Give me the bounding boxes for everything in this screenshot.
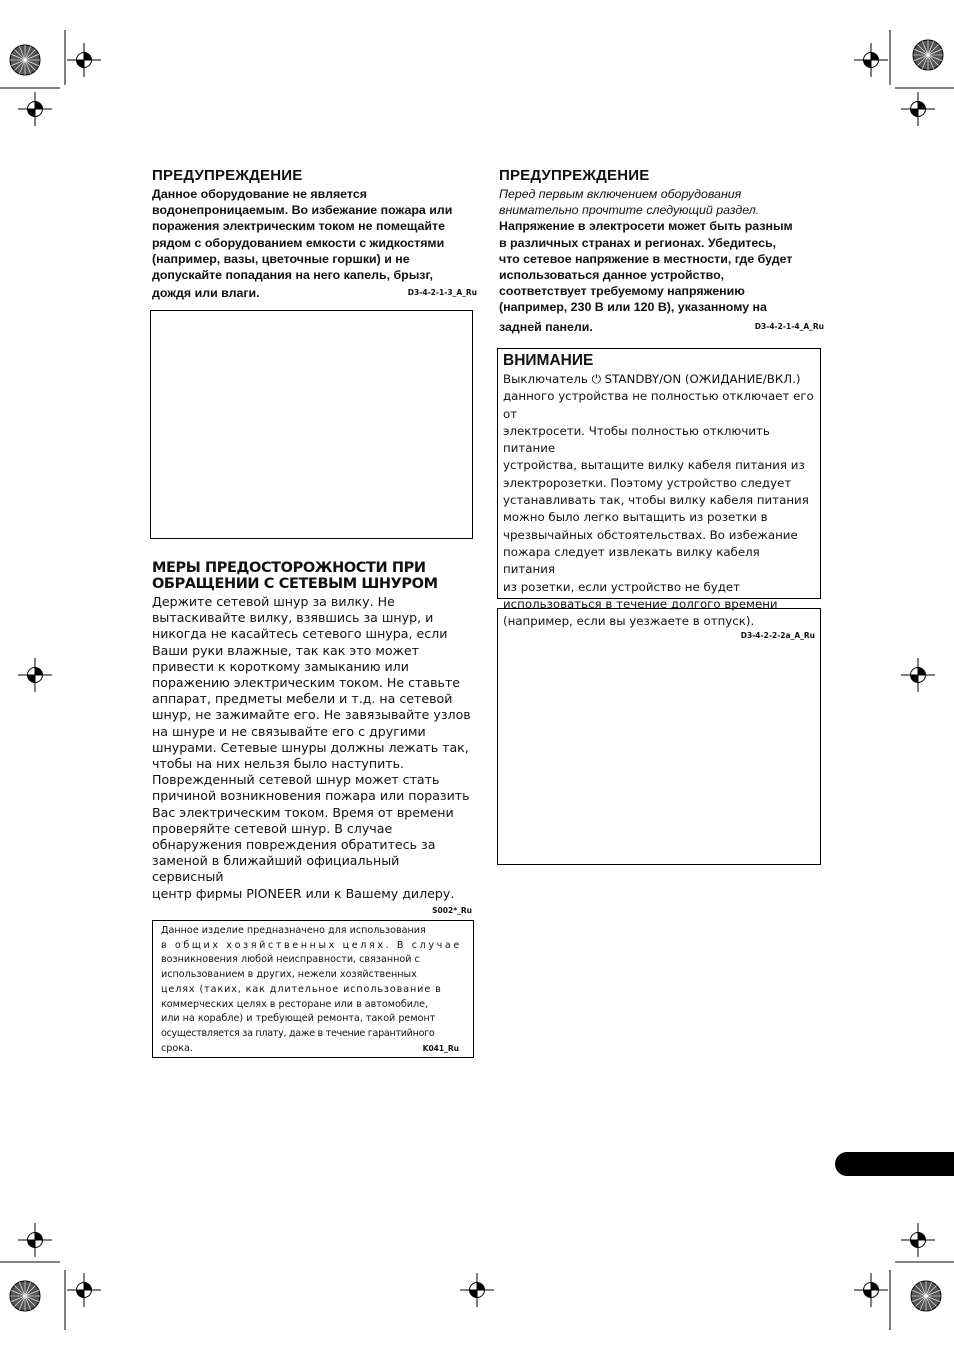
page-tab — [835, 1152, 954, 1176]
cord-text: Держите сетевой шнур за вилку. Не вытаскивайте вилку, взявшись за шнур, и никогда не касайтесь сетевого шнура, если Ваши руки влажные, так как это может привести к короткому замыканию или поражению электрическим током. Не ставьте аппарат, предметы мебели и т.д. на сетевой шнур, не зажимайте его. Не завязывайте узлов на шнуре и не связывайте его с другими шнурами. Сетевые шнуры должны лежать так, чтобы на них нельзя было наступить. Поврежденный сетевой шнур может стать причиной возникновения пожара или поразить Вас электрическим током. Время от времени проверяйте сетевой шнур. В случае обнаружения повреждения обратитесь за заменой в ближайший официальный сервисный центр фирмы PIONEER или к Вашему дилеру. — [152, 594, 471, 901]
warning-voltage-section — [499, 167, 824, 335]
warning-text: Напряжение в электросети может быть разным в различных странах и регионах. Убедитесь, что сетевое напряжение в местности, где будет использоваться данное устройство, соответствует требуемому напряжению (например, 230 В или 120 В), указанному на задней панели. D3-4-2-1-4_A_Ru — [499, 219, 824, 334]
household-notice-box — [152, 920, 474, 1058]
section-title: МЕРЫ ПРЕДОСТОРОЖНОСТИ ПРИ ОБРАЩЕНИИ С СЕТЕВЫМ ШНУРОМ — [152, 560, 438, 592]
empty-frame — [497, 608, 821, 865]
reference-code: S002*_Ru — [432, 905, 472, 915]
empty-frame — [150, 310, 473, 539]
warning-text: Данное оборудование не является водонепроницаемым. Во избежание пожара или поражения электрическим током не помещайте рядом с оборудованием емкости с жидкостями (например, вазы, цветочные горшки) и не допускайте попадания на него капель, брызг, дождя или влаги. D3-4-2-1-3_A_Ru — [152, 187, 477, 301]
reference-code: D3-4-2-1-4_A_Ru — [754, 321, 824, 331]
caution-title: ВНИМАНИЕ — [503, 352, 594, 369]
section-title: ПРЕДУПРЕЖДЕНИЕ — [499, 167, 650, 184]
warning-water-section — [152, 167, 477, 301]
reference-code: D3-4-2-1-3_A_Ru — [407, 288, 477, 298]
section-title: ПРЕДУПРЕЖДЕНИЕ — [152, 167, 303, 184]
reference-code: D3-4-2-2-2a_A_Ru — [740, 631, 815, 641]
reference-code: K041_Ru — [422, 1043, 459, 1053]
caution-text: Выключатель ⏻ STANDBY/ON (ОЖИДАНИЕ/ВКЛ.) данного устройства не полностью отключает его от электросети. Чтобы полностью отключить питание устройства, вытащите вилку кабеля питания из электророзетки. Поэтому устройство следует устанавливать так, чтобы вилку кабеля питания можно было легко вытащить из розетки в чрезвычайных обстоятельствах. Во избежание пожара следует извлекать вилку кабеля питания из розетки, если устройство не будет использоваться в течение долгого времени (например, если вы уезжаете в отпуск). — [503, 372, 814, 629]
intro-text: Перед первым включением оборудования внимательно прочтите следующий раздел. — [499, 187, 760, 218]
caution-box — [497, 348, 821, 641]
notice-text: Данное изделие предназначено для использования в общих хозяйственных целях. В случае возникновения любой неисправности, связанной с использованием в других, нежели хозяйственных целях (таких, как длительное использование в коммерческих целях в ресторане или в автомобиле, или на корабле) и требующей ремонта, такой ремонт осуществляется за плату, даже в течение гарантийного срока. K041_Ru — [161, 924, 465, 1056]
cord-precautions-section — [152, 560, 472, 915]
